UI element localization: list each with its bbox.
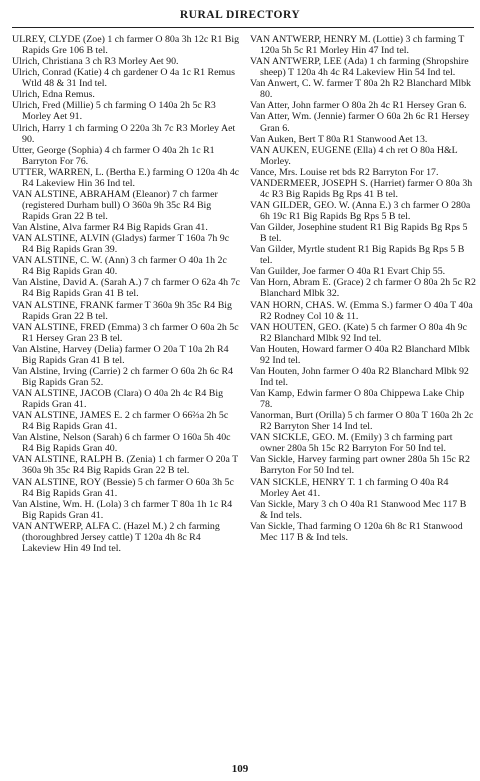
directory-entry: Van Atter, John farmer O 80a 2h 4c R1 Hersey Gran 6. xyxy=(250,100,467,112)
directory-entry: Van Horn, Abram E. (Grace) 2 ch farmer O 80a 2h 5c R2 Blanchard Mlbk 32. xyxy=(250,277,476,300)
directory-entry: ULREY, CLYDE (Zoe) 1 ch farmer O 80a 3h 12c R1 Big Rapids Gre 106 B tel. xyxy=(12,34,240,57)
directory-entry: VAN ALSTINE, ROY (Bessie) 5 ch farmer O 60a 3h 5c R4 Big Rapids Gran 41. xyxy=(12,476,234,499)
directory-entry: VAN ALSTINE, FRANK farmer T 360a 9h 35c R4 Big Rapids Gran 22 B tel. xyxy=(12,299,232,322)
directory-entry: VAN HORN, CHAS. W. (Emma S.) farmer O 40a T 40a R2 Rodney Col 10 & 11. xyxy=(250,299,473,322)
directory-entry: Van Alstine, Harvey (Delia) farmer O 20a T 10a 2h R4 Big Rapids Gran 41 B tel. xyxy=(12,343,229,366)
directory-entry: VANDERMEER, JOSEPH S. (Harriet) farmer O 80a 3h 4c R3 Big Rapids Bg Rps 41 B tel. xyxy=(250,177,473,200)
directory-entry: VAN ALSTINE, RALPH B. (Zenia) 1 ch farmer O 20a T 360a 9h 35c R4 Big Rapids Gran 22 B tel. xyxy=(12,454,238,477)
directory-entry: VAN ALSTINE, JAMES E. 2 ch farmer O 66⅔a 2h 5c R4 Big Rapids Gran 41. xyxy=(12,410,229,433)
directory-entry: VAN SICKLE, GEO. M. (Emily) 3 ch farming part owner 280a 5h 15c R2 Barryton For 50 Ind tel. xyxy=(250,432,453,455)
directory-entry: Van Sickle, Mary 3 ch O 40a R1 Stanwood Mec 117 B & Ind tels. xyxy=(250,498,467,521)
directory-entry: UTTER, WARREN, L. (Bertha E.) farming O 120a 4h 4c R4 Lakeview Hin 36 Ind tel. xyxy=(12,166,240,189)
directory-entry: VAN ALSTINE, FRED (Emma) 3 ch farmer O 60a 2h 5c R1 Hersey Gran 23 B tel. xyxy=(12,321,239,344)
directory-entry: VAN ANTWERP, HENRY M. (Lottie) 3 ch farming T 120a 5h 5c R1 Morley Hin 47 Ind tel. xyxy=(250,34,465,57)
directory-entry: Van Alstine, Nelson (Sarah) 6 ch farmer O 160a 5h 40c R4 Big Rapids Gran 40. xyxy=(12,432,231,455)
page-header: RURAL DIRECTORY xyxy=(179,9,301,21)
page-number: 109 xyxy=(231,763,249,775)
directory-entry: Van Kamp, Edwin farmer O 80a Chippewa Lake Chip 78. xyxy=(250,388,465,411)
right-column xyxy=(250,34,476,543)
directory-entry: VAN AUKEN, EUGENE (Ella) 4 ch ret O 80a H&L Morley. xyxy=(250,144,458,167)
directory-entry: Van Alstine, Wm. H. (Lola) 3 ch farmer T 80a 1h 1c R4 Big Rapids Gran 41. xyxy=(12,498,233,521)
directory-entry: VAN ALSTINE, ALVIN (Gladys) farmer T 160a 7h 9c R4 Big Rapids Gran 39. xyxy=(12,233,230,256)
directory-entry: VAN ANTWERP, ALFA C. (Hazel M.) 2 ch farming (thoroughbred Jersey cattle) T 120a 4h 8c R4 Lakeview Hin 49 Ind tel. xyxy=(12,520,220,554)
directory-entry: VAN HOUTEN, GEO. (Kate) 5 ch farmer O 80a 4h 9c R2 Blanchard Mlbk 92 Ind tel. xyxy=(250,321,468,344)
directory-entry: VAN ALSTINE, C. W. (Ann) 3 ch farmer O 40a 1h 2c R4 Big Rapids Gran 40. xyxy=(12,255,227,278)
directory-entry: Van Alstine, David A. (Sarah A.) 7 ch farmer O 62a 4h 7c R4 Big Rapids Gran 41 B tel. xyxy=(12,277,240,300)
directory-entry: Van Houten, Howard farmer O 40a R2 Blanchard Mlbk 92 Ind tel. xyxy=(250,343,470,366)
header-rule xyxy=(12,27,474,28)
directory-entry: Vance, Mrs. Louise ret bds R2 Barryton For 17. xyxy=(250,166,439,178)
directory-entry: Van Auken, Bert T 80a R1 Stanwood Aet 13. xyxy=(250,133,428,145)
directory-entry: VAN GILDER, GEO. W. (Anna E.) 3 ch farmer O 280a 6h 19c R1 Big Rapids Bg Rps 5 B tel. xyxy=(250,199,471,222)
directory-entry: VAN ANTWERP, LEE (Ada) 1 ch farming (Shropshire sheep) T 120a 4h 4c R4 Lakeview Hin 54 Ind tel. xyxy=(250,56,469,79)
directory-entry: Van Alstine, Irving (Carrie) 2 ch farmer O 60a 2h 6c R4 Big Rapids Gran 52. xyxy=(12,365,234,388)
directory-entry: Van Alstine, Alva farmer R4 Big Rapids Gran 41. xyxy=(12,222,208,234)
directory-entry: Ulrich, Fred (Millie) 5 ch farming O 140a 2h 5c R3 Morley Aet 91. xyxy=(12,100,216,123)
directory-entry: Van Houten, John farmer O 40a R2 Blanchard Mlbk 92 Ind tel. xyxy=(250,365,469,388)
directory-entry: Ulrich, Christiana 3 ch R3 Morley Aet 90. xyxy=(12,56,179,68)
directory-entry: Van Guilder, Joe farmer O 40a R1 Evart Chip 55. xyxy=(250,266,446,278)
directory-entry: Ulrich, Edna Remus. xyxy=(12,89,95,101)
directory-entry: VAN ALSTINE, JACOB (Clara) O 40a 2h 4c R4 Big Rapids Gran 41. xyxy=(12,388,224,411)
directory-entry: VAN ALSTINE, ABRAHAM (Eleanor) 7 ch farmer (registered Durham bull) O 360a 9h 35c R4 Big Rapids Gran 22 B tel. xyxy=(12,188,218,222)
directory-entry: Vanorman, Burt (Orilla) 5 ch farmer O 80a T 160a 2h 2c R2 Barryton Sher 14 Ind tel. xyxy=(250,410,474,433)
directory-entry: Van Gilder, Myrtle student R1 Big Rapids Bg Rps 5 B tel. xyxy=(250,244,465,267)
directory-entry: Van Sickle, Harvey farming part owner 280a 5h 15c R2 Barryton For 50 Ind tel. xyxy=(250,454,470,477)
directory-entry: Utter, George (Sophia) 4 ch farmer O 40a 2h 1c R1 Barryton For 76. xyxy=(12,144,215,167)
directory-entry: VAN SICKLE, HENRY T. 1 ch farming O 40a R4 Morley Aet 41. xyxy=(250,476,449,499)
directory-entry: Van Atter, Wm. (Jennie) farmer O 60a 2h 6c R1 Hersey Gran 6. xyxy=(250,111,470,134)
directory-entry: Van Gilder, Josephine student R1 Big Rapids Bg Rps 5 B tel. xyxy=(250,222,468,245)
directory-entry: Van Sickle, Thad farming O 120a 6h 8c R1 Stanwood Mec 117 B & Ind tels. xyxy=(250,520,463,543)
directory-entry: Ulrich, Harry 1 ch farming O 220a 3h 7c R3 Morley Aet 90. xyxy=(12,122,236,145)
directory-entry: Ulrich, Conrad (Katie) 4 ch gardener O 4a 1c R1 Remus Wtld 48 & 31 Ind tel. xyxy=(12,67,235,90)
left-column xyxy=(12,34,240,554)
directory-entry: Van Anwert, C. W. farmer T 80a 2h R2 Blanchard Mlbk 80. xyxy=(250,78,471,101)
